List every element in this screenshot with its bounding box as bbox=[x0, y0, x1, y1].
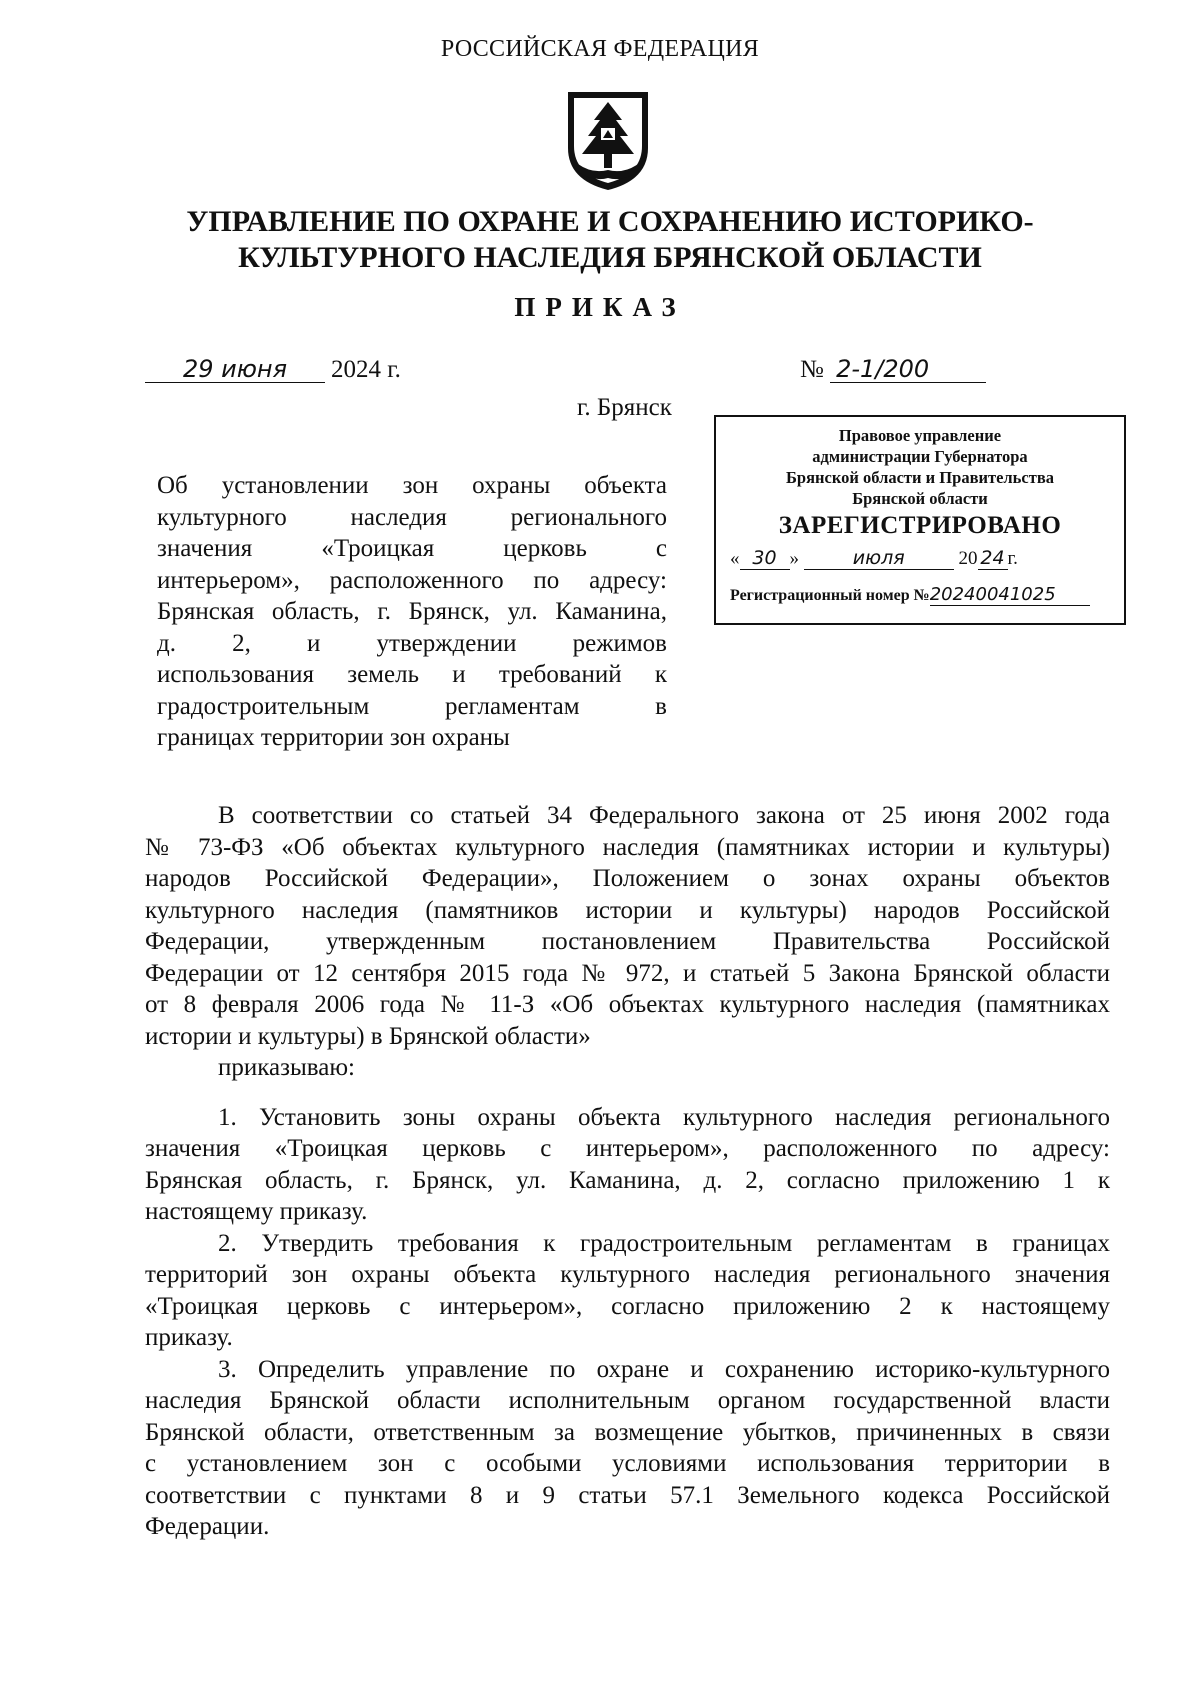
subject-line: значения «Троицкая церковь с bbox=[157, 535, 667, 562]
stamp-line-3: Брянской области и Правительства bbox=[786, 468, 1054, 487]
body-line: приказу. bbox=[145, 1324, 233, 1351]
body-line: 1. Установить зоны охраны объекта культурного наследия регионального bbox=[218, 1103, 1110, 1131]
subject-line: д. 2, и утверждении режимов bbox=[157, 629, 667, 657]
body-line: В соответствии со статьей 34 Федерального закона от 25 июня 2002 года bbox=[218, 802, 1110, 829]
subject-line: границах территории зон охраны bbox=[157, 724, 510, 751]
stamp-line-2: администрации Губернатора bbox=[812, 447, 1028, 466]
item-2 bbox=[145, 1228, 1110, 1354]
stamp-reg-label: Регистрационный номер № bbox=[730, 587, 930, 604]
body-line: 3. Определить управление по охране и сохранению историко-культурного bbox=[218, 1355, 1110, 1383]
body-line: истории и культуры) в Брянской области» bbox=[145, 1022, 591, 1050]
body-line: от 8 февраля 2006 года № 11-З «Об объектах культурного наследия (памятниках bbox=[145, 991, 1110, 1018]
order-number bbox=[800, 356, 986, 384]
org-line-2: КУЛЬТУРНОГО НАСЛЕДИЯ БРЯНСКОЙ ОБЛАСТИ bbox=[238, 241, 982, 274]
bryansk-coat-of-arms-icon bbox=[562, 88, 654, 192]
body-line: Федерации от 12 сентября 2015 года № 972, и статьей 5 Закона Брянской области bbox=[145, 959, 1110, 987]
body-line: 2. Утвердить требования к градостроительным регламентам в границах bbox=[218, 1229, 1110, 1257]
registration-stamp bbox=[714, 415, 1126, 625]
body-line: № 73-ФЗ «Об объектах культурного наследия (памятниках истории и культуры) bbox=[145, 833, 1110, 861]
order-body bbox=[145, 800, 1110, 1543]
stamp-day: 30 bbox=[740, 547, 790, 570]
document-type: ПРИКАЗ bbox=[514, 292, 686, 322]
body-line: культурного наследия (памятников истории и культуры) народов Российской bbox=[145, 896, 1110, 924]
stamp-year-unit: г. bbox=[1007, 548, 1018, 569]
number-prefix: № bbox=[800, 356, 824, 383]
body-line: значения «Троицкая церковь с интерьером», расположенного по адресу: bbox=[145, 1135, 1110, 1162]
subject-line: интерьером», расположенного по адресу: bbox=[157, 566, 667, 594]
organization-name bbox=[150, 204, 1070, 276]
body-line: соответствии с пунктами 8 и 9 статьи 57.1 Земельного кодекса Российской bbox=[145, 1481, 1110, 1509]
stamp-line-4: Брянской области bbox=[852, 489, 988, 508]
body-line: Брянской области, ответственным за возмещение убытков, причиненных в связи bbox=[145, 1418, 1110, 1446]
body-line: Федерации. bbox=[145, 1513, 270, 1540]
body-line: Федерации, утвержденным постановлением Правительства Российской bbox=[145, 928, 1110, 955]
preamble bbox=[145, 800, 1110, 1084]
body-line: «Троицкая церковь с интерьером», согласно приложению 2 к настоящему bbox=[145, 1292, 1110, 1320]
stamp-date: « 30 » июля 20 24 г. bbox=[730, 547, 1018, 569]
body-line: Брянская область, г. Брянск, ул. Каманина, д. 2, согласно приложению 1 к bbox=[145, 1166, 1110, 1194]
date-handwritten: 29 июня bbox=[145, 356, 325, 383]
order-subject bbox=[157, 470, 667, 754]
item-1 bbox=[145, 1102, 1110, 1228]
stamp-year-prefix: 20 bbox=[958, 548, 978, 569]
subject-line: культурного наследия регионального bbox=[157, 503, 667, 531]
body-line: народов Российской Федерации», Положением о зонах охраны объектов bbox=[145, 865, 1110, 892]
country-title: РОССИЙСКАЯ ФЕДЕРАЦИЯ bbox=[440, 36, 760, 62]
stamp-line-1: Правовое управление bbox=[838, 426, 1002, 445]
date-year: 2024 г. bbox=[331, 356, 401, 383]
subject-line: Брянская область, г. Брянск, ул. Каманина, bbox=[157, 598, 667, 625]
body-line: с установлением зон с особыми условиями использования территории в bbox=[145, 1450, 1110, 1477]
number-handwritten: 2-1/200 bbox=[830, 356, 986, 383]
stamp-reg-number: 20240041025 bbox=[930, 584, 1090, 606]
subject-line: Об установлении зон охраны объекта bbox=[157, 472, 667, 499]
stamp-month: июля bbox=[804, 547, 954, 570]
subject-line: использования земель и требований к bbox=[157, 661, 667, 688]
subject-line: градостроительным регламентам в bbox=[157, 692, 667, 720]
order-date bbox=[145, 356, 401, 384]
city: г. Брянск bbox=[577, 394, 672, 421]
org-line-1: УПРАВЛЕНИЕ ПО ОХРАНЕ И СОХРАНЕНИЮ ИСТОРИКО- bbox=[186, 205, 1034, 238]
stamp-year-suffix: 24 bbox=[978, 547, 1008, 570]
body-line: настоящему приказу. bbox=[145, 1198, 368, 1225]
stamp-title: ЗАРЕГИСТРИРОВАНО bbox=[778, 512, 1062, 539]
stamp-registration bbox=[716, 584, 1124, 606]
body-line: наследия Брянской области исполнительным органом государственной власти bbox=[145, 1387, 1110, 1414]
item-3 bbox=[145, 1354, 1110, 1543]
body-line: территорий зон охраны объекта культурного наследия регионального значения bbox=[145, 1261, 1110, 1288]
order-word: приказываю: bbox=[218, 1054, 355, 1081]
